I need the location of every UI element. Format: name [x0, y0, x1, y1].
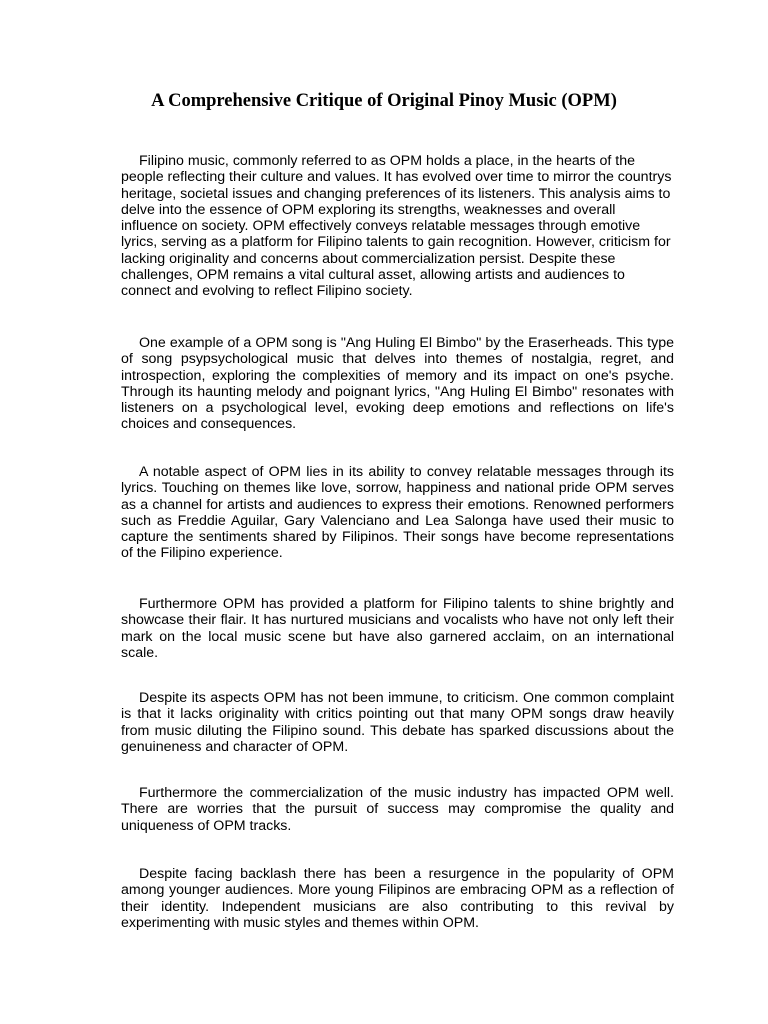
paragraph-resurgence	[121, 866, 674, 931]
document-title: A Comprehensive Critique of Original Pinoy Music (OPM)	[151, 91, 617, 111]
paragraph-text: One example of a OPM song is "Ang Huling El Bimbo" by the Eraserheads. This type of song psypsychological music that delves into themes of nostalgia, regret, and introspection, exploring the complexities of memory and its impact on one's psyche. Through its haunting melody and poignant lyrics, "Ang Huling El Bimbo" resonates with listeners on a psychological level, evoking deep emotions and reflections on life's choices and consequences.	[121, 335, 674, 433]
paragraph-text: Filipino music, commonly referred to as OPM holds a place, in the hearts of the people reflecting their culture and values. It has evolved over time to mirror the countrys heritage, societal issues and changing preferences of its listeners. This analysis aims to delve into the essence of OPM exploring its strengths, weaknesses and overall influence on society. OPM effectively conveys relatable messages through emotive lyrics, serving as a platform for Filipino talents to gain recognition. However, criticism for lacking originality and concerns about commercialization persist. Despite these challenges, OPM remains a vital cultural asset, allowing artists and audiences to connect and evolving to reflect Filipino society.	[121, 153, 672, 300]
paragraph-text: Furthermore OPM has provided a platform for Filipino talents to shine brightly and showcase their flair. It has nurtured musicians and vocalists who have not only left their mark on the local music scene but have also garnered acclaim, on an international scale.	[121, 596, 674, 661]
paragraph-platform-talents	[121, 596, 674, 661]
paragraph-text: Despite its aspects OPM has not been immune, to criticism. One common complaint is that it lacks originality with critics pointing out that many OPM songs draw heavily from music diluting the Filipino sound. This debate has sparked discussions about the genuineness and character of OPM.	[121, 690, 674, 755]
paragraph-text: Furthermore the commercialization of the music industry has impacted OPM well. There are worries that the pursuit of success may compromise the quality and uniqueness of OPM tracks.	[121, 785, 674, 834]
paragraph-text: A notable aspect of OPM lies in its ability to convey relatable messages through its lyrics. Touching on themes like love, sorrow, happiness and national pride OPM serves as a channel for artists and audiences to express their emotions. Renowned performers such as Freddie Aguilar, Gary Valenciano and Lea Salonga have used their music to capture the sentiments shared by Filipinos. Their songs have become representations of the Filipino experience.	[121, 464, 674, 562]
paragraph-commercialization	[121, 785, 674, 834]
paragraph-criticism	[121, 690, 674, 755]
paragraph-example-song	[121, 335, 674, 433]
paragraph-text: Despite facing backlash there has been a resurgence in the popularity of OPM among younger audiences. More young Filipinos are embracing OPM as a reflection of their identity. Independent musicians are also contributing to this revival by experimenting with music styles and themes within OPM.	[121, 866, 674, 931]
paragraph-relatable-messages	[121, 464, 674, 562]
paragraph-introduction	[121, 153, 674, 300]
